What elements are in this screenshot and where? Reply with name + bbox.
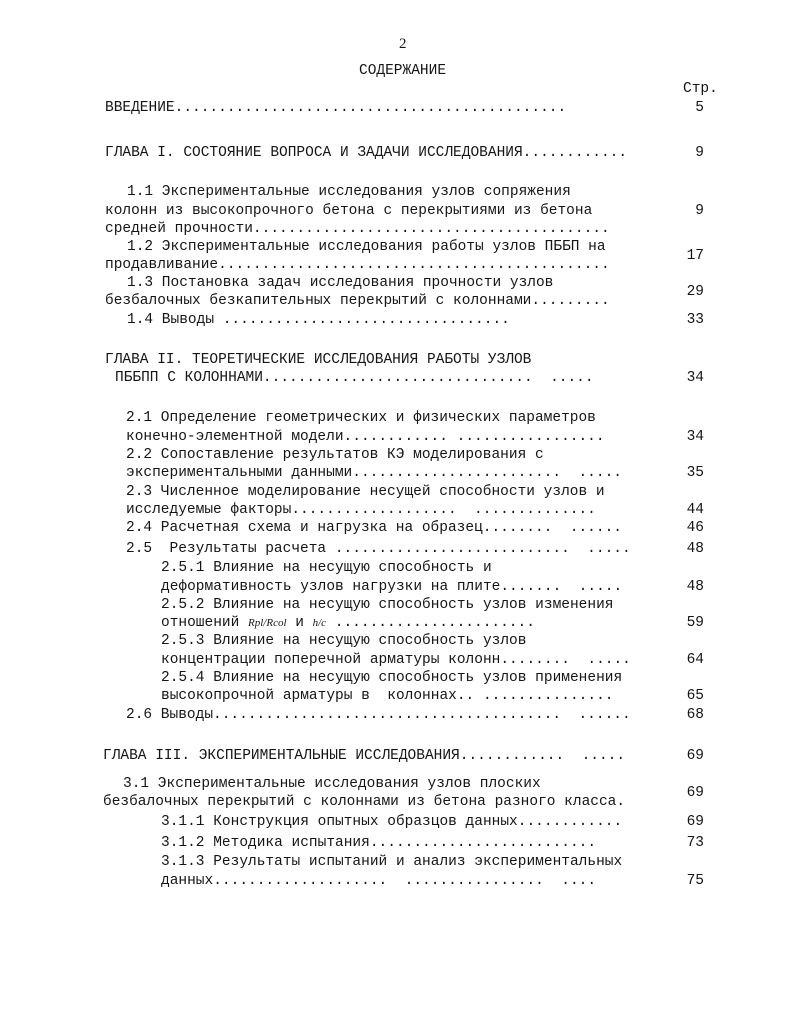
toc-entry-2-3-line1[interactable]: 2.3 Численное моделирование несущей способности узлов и	[126, 484, 605, 500]
toc-entry-1-2-line1[interactable]: 1.2 Экспериментальные исследования работы узлов ПББП на	[127, 239, 606, 255]
toc-page-ch2: 34	[686, 370, 704, 386]
page-column-header: Стр.	[683, 81, 718, 97]
toc-entry-2-2-line1[interactable]: 2.2 Сопоставление результатов КЭ моделирования с	[126, 447, 544, 463]
toc-entry-3-1-3-line1[interactable]: 3.1.3 Результаты испытаний и анализ экспериментальных	[161, 854, 623, 870]
toc-entry-2-5-2-prefix: отношений	[161, 615, 249, 631]
toc-entry-1-1-line1[interactable]: 1.1 Экспериментальные исследования узлов сопряжения	[127, 184, 571, 200]
toc-entry-intro[interactable]: ВВЕДЕНИЕ.............................................	[105, 100, 567, 116]
toc-page-2-3: 44	[686, 502, 704, 518]
toc-chapter-2-line1[interactable]: ГЛАВА II. ТЕОРЕТИЧЕСКИЕ ИССЛЕДОВАНИЯ РАБОТЫ УЗЛОВ	[105, 352, 532, 368]
toc-entry-2-6[interactable]: 2.6 Выводы........................................ ......	[126, 707, 631, 723]
toc-page-2-5-1: 48	[686, 579, 704, 595]
toc-page-2-5-4: 65	[686, 688, 704, 704]
toc-page-ch3: 69	[686, 748, 704, 764]
page-title: СОДЕРЖАНИЕ	[359, 63, 447, 79]
ratio-rpl-rcol: Rpl/Rcol	[248, 617, 287, 629]
toc-chapter-1[interactable]: ГЛАВА I. СОСТОЯНИЕ ВОПРОСА И ЗАДАЧИ ИССЛЕДОВАНИЯ............	[105, 145, 628, 161]
toc-entry-1-2-line2[interactable]: продавливание.............................................	[105, 257, 610, 273]
toc-page-2-5-2: 59	[686, 615, 704, 631]
toc-page-1-1: 9	[695, 203, 704, 219]
toc-page-2-5-3: 64	[686, 652, 704, 668]
toc-entry-3-1-line2[interactable]: безбалочных перекрытий с колоннами из бетона разного класса.	[103, 794, 626, 810]
toc-page-1-4: 33	[686, 312, 704, 328]
toc-entry-2-5-2-dots: .......................	[326, 615, 535, 631]
toc-entry-2-5-4-line2[interactable]: высокопрочной арматуры в колоннах.. ...............	[161, 688, 614, 704]
toc-page-ch1: 9	[695, 145, 704, 161]
toc-entry-2-5-3-line1[interactable]: 2.5.3 Влияние на несущую способность узлов	[161, 633, 527, 649]
toc-page-2-6: 68	[686, 707, 704, 723]
toc-entry-1-3-line2[interactable]: безбалочных безкапительных перекрытий с колоннами.........	[105, 293, 610, 309]
page-number: 2	[399, 36, 407, 52]
toc-page-2-2: 35	[686, 465, 704, 481]
toc-entry-2-5-2-line2[interactable]	[161, 616, 535, 631]
ratio-h-c: h/c	[312, 617, 327, 629]
toc-entry-1-1-line2[interactable]: колонн из высокопрочного бетона с перекрытиями из бетона	[105, 203, 593, 219]
toc-entry-2-5-1-line1[interactable]: 2.5.1 Влияние на несущую способность и	[161, 560, 492, 576]
toc-entry-2-5-4-line1[interactable]: 2.5.4 Влияние на несущую способность узлов применения	[161, 670, 623, 686]
toc-entry-1-3-line1[interactable]: 1.3 Постановка задач исследования прочности узлов	[127, 275, 554, 291]
toc-entry-2-1-line2[interactable]: конечно-элементной модели............ .................	[126, 429, 605, 445]
toc-entry-3-1-2[interactable]: 3.1.2 Методика испытания..........................	[161, 835, 597, 851]
toc-entry-2-5-2-line1[interactable]: 2.5.2 Влияние на несущую способность узлов изменения	[161, 597, 614, 613]
toc-entry-2-1-line1[interactable]: 2.1 Определение геометрических и физических параметров	[126, 410, 596, 426]
toc-page-1-3: 29	[686, 284, 704, 300]
toc-chapter-2-line2[interactable]: ПББПП С КОЛОННАМИ............................... .....	[115, 370, 594, 386]
toc-entry-2-3-line2[interactable]: исследуемые факторы................... ..............	[126, 502, 596, 518]
toc-entry-1-4[interactable]: 1.4 Выводы .................................	[127, 312, 510, 328]
toc-page-3-1-3: 75	[686, 873, 704, 889]
toc-entry-3-1-1[interactable]: 3.1.1 Конструкция опытных образцов данных............	[161, 814, 623, 830]
toc-page-2-1: 34	[686, 429, 704, 445]
toc-page-3-1-1: 69	[686, 814, 704, 830]
toc-page-3-1: 69	[686, 785, 704, 801]
toc-entry-3-1-line1[interactable]: 3.1 Экспериментальные исследования узлов плоских	[123, 776, 541, 792]
toc-entry-2-5-2-conj: и	[286, 615, 313, 631]
toc-page-3-1-2: 73	[686, 835, 704, 851]
toc-entry-2-4[interactable]: 2.4 Расчетная схема и нагрузка на образец........ ......	[126, 520, 622, 536]
toc-page-2-4: 46	[686, 520, 704, 536]
toc-entry-3-1-3-line2[interactable]: данных.................... ................ ....	[161, 873, 597, 889]
toc-entry-2-5-1-line2[interactable]: деформативность узлов нагрузки на плите....... .....	[161, 579, 623, 595]
toc-entry-2-2-line2[interactable]: экспериментальными данными........................ .....	[126, 465, 622, 481]
toc-page-intro: 5	[695, 100, 704, 116]
toc-chapter-3[interactable]: ГЛАВА III. ЭКСПЕРИМЕНТАЛЬНЫЕ ИССЛЕДОВАНИЯ............ .....	[103, 748, 626, 764]
toc-entry-2-5-3-line2[interactable]: концентрации поперечной арматуры колонн........ .....	[161, 652, 631, 668]
toc-page-1-2: 17	[686, 248, 704, 264]
toc-entry-2-5[interactable]: 2.5 Результаты расчета ........................... .....	[126, 541, 631, 557]
toc-page-2-5: 48	[686, 541, 704, 557]
toc-entry-1-1-line3[interactable]: средней прочности.........................................	[105, 221, 610, 237]
